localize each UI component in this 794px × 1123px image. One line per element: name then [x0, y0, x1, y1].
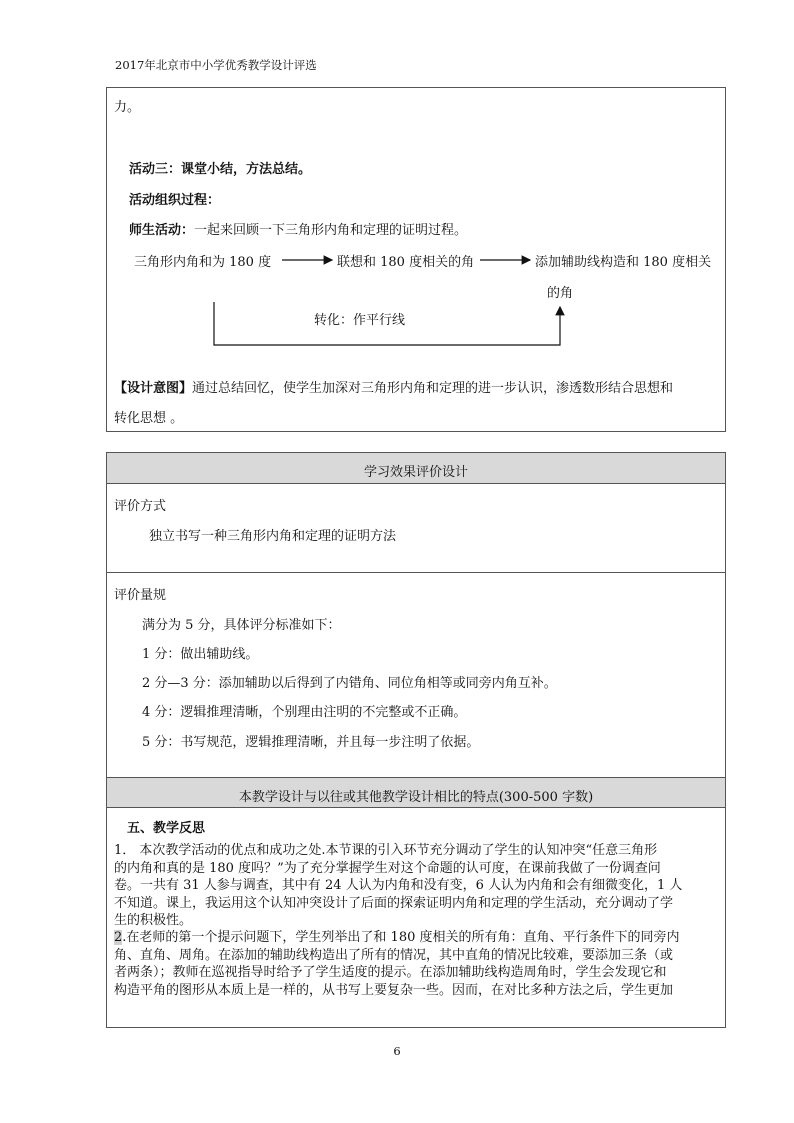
activity-title: 活动三：课堂小结，方法总结。 [129, 162, 312, 177]
rubric-item-4: 5 分：书写规范，逻辑推理清晰，并且每一步注明了依据。 [142, 735, 480, 750]
p2-line-2: 角、直角、周角。在添加的辅助线构造出了所有的情况，其中直角的情况比较难，要添加三条（或 [114, 947, 674, 963]
eval-header: 学习效果评价设计 [363, 465, 468, 480]
page-number: 6 [393, 1044, 401, 1058]
p2-line-1: .在老师的第一个提示问题下，学生列举出了和 180 度相关的所有角：直角、平行条件下的同旁内 [122, 930, 680, 945]
design-intent [114, 377, 673, 396]
feature-header-bar [107, 778, 725, 807]
loop-arrow [214, 302, 560, 345]
flow-node-2: 联想和 180 度相关的角 [337, 255, 475, 270]
continued-text: 力。 [114, 100, 141, 115]
loop-label: 转化：作平行线 [314, 313, 406, 328]
p2-line-3: 者两条）；教师在巡视指导时给予了学生适度的提示。在添加辅助线构造周角时，学生会发现它和 [114, 965, 667, 980]
intent-label: 【设计意图】 [114, 381, 193, 396]
flow-node-3-cont: 的角 [547, 286, 574, 301]
intent-text-1: 通过总结回忆，使学生加深对三角形内角和定理的进一步认识，渗透数形结合思想和 [192, 381, 674, 396]
eval-header-bar [107, 453, 725, 483]
evaluation-table [106, 452, 726, 1028]
rubric-label: 评价量规 [114, 588, 167, 603]
teacher-label: 师生活动： [129, 223, 195, 238]
p2-number: 2 [114, 930, 123, 945]
rubric-item-3: 4 分：逻辑推理清晰，个别理由注明的不完整或不正确。 [142, 705, 467, 720]
rubric-item-2: 2 分—3 分：添加辅助以后得到了内错角、同位角相等或同旁内角互补。 [142, 676, 557, 691]
rubric-item-1: 1 分：做出辅助线。 [142, 647, 259, 662]
method-text: 独立书写一种三角形内角和定理的证明方法 [149, 529, 397, 544]
p2-line-4: 构造平角的图形从本质上是一样的，从书写上要复杂一些。因而，在对比多种方法之后，学生更加 [114, 982, 674, 998]
method-label: 评价方式 [114, 499, 167, 514]
p1-line-2: 的内角和真的是 180 度吗？”为了充分掌握学生对这个命题的认可度，在课前我做了一份调查问 [114, 860, 661, 876]
flow-node-1: 三角形内角和为 180 度 [134, 255, 272, 270]
p1-line-4: 不知道。课上，我运用这个认知冲突设计了后面的探索证明内角和定理的学生活动，充分调动了学 [114, 895, 674, 911]
page-header: 2017年北京市中小学优秀教学设计评选 [115, 58, 317, 72]
rubric-intro: 满分为 5 分，具体评分标准如下： [142, 618, 341, 633]
reflection-paragraph-1 [114, 842, 720, 930]
activity-summary-box [106, 87, 726, 432]
p1-line-5: 生的积极性。 [114, 913, 193, 928]
teacher-text: 一起来回顾一下三角形内角和定理的证明过程。 [194, 223, 468, 238]
intent-text-2: 转化思想 。 [114, 411, 184, 426]
p1-line-1: 1． 本次教学活动的优点和成功之处.本节课的引入环节充分调动了学生的认知冲突“任意三角形 [114, 843, 658, 858]
flow-node-3: 添加辅助线构造和 180 度相关 [535, 255, 712, 270]
process-label: 活动组织过程： [129, 193, 221, 208]
reflection-title: 五、教学反思 [127, 821, 206, 836]
p1-line-3: 卷。一共有 31 人参与调查，其中有 24 人认为内角和没有变，6 人认为内角和会有细微变化，1 人 [114, 878, 683, 893]
reflection-paragraph-2 [114, 929, 720, 999]
feature-header: 本教学设计与以往或其他教学设计相比的特点(300-500 字数) [238, 790, 594, 805]
